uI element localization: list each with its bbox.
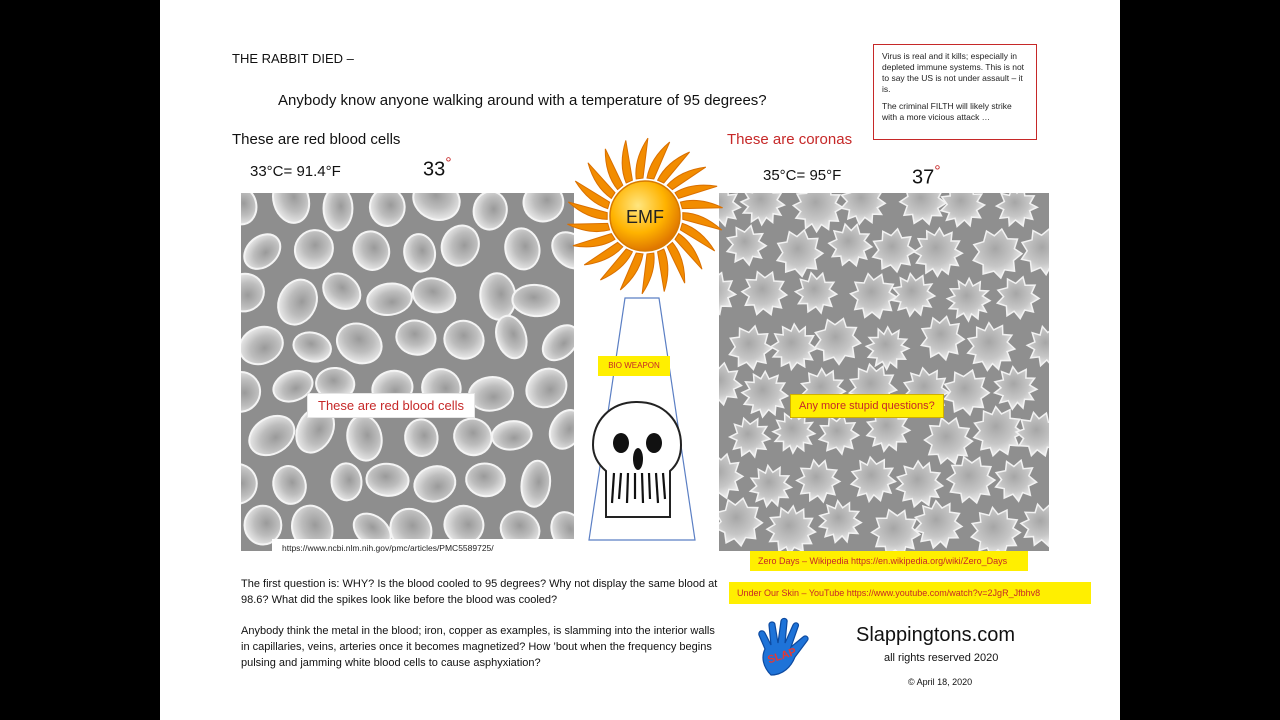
copyright-text: © April 18, 2020 bbox=[908, 677, 973, 687]
echinocyte-micrograph bbox=[719, 193, 1049, 551]
paragraph-metal: Anybody think the metal in the blood; iron, copper as examples, is slamming into the interior walls in capillaries, veins, arteries once it becomes magnetized? How ’bout when the frequency begins pulsing and jamming white blood cells to cause asphyxiation? bbox=[241, 625, 715, 669]
slide bbox=[160, 0, 1120, 720]
zero-days-link[interactable]: Zero Days – Wikipedia https://en.wikipedia.org/wiki/Zero_Days bbox=[750, 551, 1028, 571]
note-box bbox=[873, 44, 1037, 140]
brand-name[interactable]: Slappingtons.com bbox=[856, 624, 1015, 646]
page-title: THE RABBIT DIED – bbox=[232, 51, 354, 66]
bio-weapon-label: BIO WEAPON bbox=[598, 356, 670, 376]
corona-cells-photo bbox=[719, 193, 1049, 551]
right-degree-symbol: ° bbox=[934, 163, 941, 180]
skull-icon bbox=[588, 399, 686, 523]
rights-text: all rights reserved 2020 bbox=[884, 652, 999, 664]
question-text: Anybody know anyone walking around with a temperature of 95 degrees? bbox=[278, 92, 767, 109]
rbc-photo-label: These are red blood cells bbox=[307, 393, 475, 418]
stupid-questions-label: Any more stupid questions? bbox=[790, 394, 944, 418]
under-our-skin-link[interactable]: Under Our Skin – YouTube https://www.youtube.com/watch?v=2JgR_Jfbhv8 bbox=[729, 582, 1091, 604]
right-temperature: 35°C= 95°F bbox=[763, 167, 842, 184]
red-blood-cells-photo bbox=[241, 193, 574, 551]
slap-logo-text: SLAP bbox=[766, 645, 798, 667]
left-degree-symbol: ° bbox=[445, 155, 452, 172]
note-paragraph-2: The criminal FILTH will likely strike with a more vicious attack … bbox=[882, 101, 1012, 122]
source-url[interactable]: https://www.ncbi.nlm.nih.gov/pmc/articles/PMC5589725/ bbox=[272, 539, 584, 557]
left-heading: These are red blood cells bbox=[232, 131, 401, 148]
left-number-value: 33 bbox=[423, 158, 446, 181]
paragraph-why: The first question is: WHY? Is the blood cooled to 95 degrees? Why not display the same blood at 98.6? What did the spikes look like before the blood was cooled? bbox=[241, 578, 718, 606]
right-big-number bbox=[912, 163, 941, 190]
slap-hand-logo bbox=[753, 617, 819, 679]
right-number-value: 37 bbox=[912, 166, 935, 189]
note-paragraph-1: Virus is real and it kills; especially in depleted immune systems. This is not to say the US is not under assault – it is. bbox=[882, 51, 1025, 94]
left-temperature: 33°C= 91.4°F bbox=[250, 163, 341, 180]
left-big-number bbox=[423, 155, 452, 182]
right-heading: These are coronas bbox=[727, 131, 853, 148]
emf-sun-icon bbox=[562, 133, 728, 299]
emf-label: EMF bbox=[626, 207, 664, 227]
rbc-micrograph bbox=[241, 193, 574, 551]
